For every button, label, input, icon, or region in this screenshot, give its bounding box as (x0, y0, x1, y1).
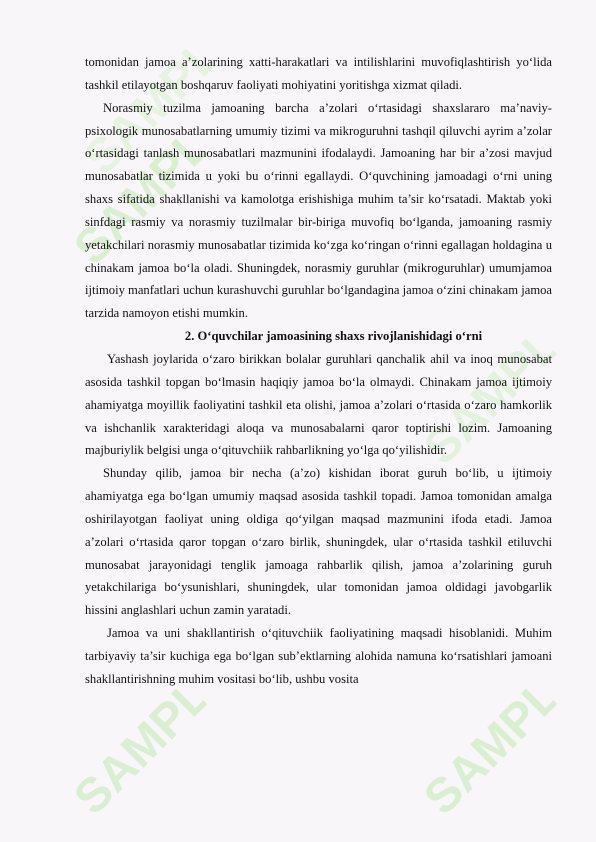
paragraph: Yashash joylarida o‘zaro birikkan bolalar guruhlari qanchalik ahil va inoq munosabat asosida tashkil topgan bo‘lmasin haqiqiy jamoa bo‘la olmaydi. Chinakam jamoa ijtimoiy ahamiyatga moyillik faoliyatini tashkil eta olishi, jamoa a’zolari o‘rtasida o‘zaro hamkorlik va ishchanlik xarakteridagi aloqa va munosabalarni qaror toptirishi lozim. Jamoaning majburiylik belgisi unga o‘qituvchiik rahbarlikning yo‘lga qo‘yilishidir. (85, 351, 552, 458)
watermark-text: SAMPLE (64, 122, 218, 275)
watermark-text: SAMPLE (74, 32, 228, 185)
paragraph: Shunday qilib, jamoa bir necha (a’zo) kishidan iborat guruh bo‘lib, u ijtimoiy ahamiyatga ega bo‘lgan umumiy maqsad asosida tashkil topadi. Jamoa tomonidan amalga oshirilayotgan faoliyat uning oldiga qo‘yilgan maqsad mazmunini ifoda etadi. Jamoa a’zolari o‘rtasida qaror topgan o‘zaro birlik, shuningdek, ular o‘rtasida tashkil etiluvchi munosabat jarayonidagi tenglik jamoaga rahbarlik qilish, jamoa a’zolarining guruh yetakchilariga bo‘ysunishlari, shuningdek, ular tomonidan jamoa oldidagi javobgarlik hissini anglashlari uchun zamin yaratadi. (85, 466, 552, 618)
paragraph: tomonidan jamoa a’zolarining xatti-harakatlari va intilishlarini muvofiqlashtirish yo‘lida tashkil etilayotgan boshqaruv faoliyati mohiyatini yoritishga xizmat qiladi. (85, 55, 552, 92)
watermark-text: SAMPLE (414, 322, 568, 475)
body-text (85, 51, 552, 691)
section-heading: 2. O‘quvchilar jamoasining shaxs rivojlanishidagi o‘rni (184, 329, 483, 344)
watermark-text: SAMPLE (414, 672, 568, 825)
paragraph: Jamoa va uni shakllantirish o‘qituvchiik faoliyatining maqsadi hisoblanidi. Muhim tarbiyaviy ta’sir kuchiga ega bo‘lgan sub’ektlarning alohida namuna ko‘rsatishlari jamoani shakllantirishning muhim vositasi bo‘lib, ushbu vosita (85, 626, 552, 686)
watermark (62, 672, 218, 828)
watermark (412, 672, 568, 828)
paragraph: Norasmiy tuzilma jamoaning barcha a’zolari o‘rtasidagi shaxslararo ma’naviy-psixologik munosabatlarning umumiy tizimi va mikroguruhni tashqil qiluvchi ayrim a’zolar o‘rtasidagi tanlash munosabatlari mazmunini ifodalaydi. Jamoaning har bir a’zosi mavjud munosabatlar tizimida u yoki bu o‘rinni egallaydi. O‘quvchining jamoadagi o‘rni uning shaxs sifatida shakllanishi va kamolotga erishishiga muhim ta’sir ko‘rsatadi. Maktab yoki sinfdagi rasmiy va norasmiy tuzilmalar bir-biriga muvofiq bo‘lganda, jamoaning rasmiy yetakchilari norasmiy munosabatlar tizimida ko‘zga ko‘ringan o‘rinni egallagan holdagina u chinakam jamoa bo‘la oladi. Shuningdek, norasmiy guruhlar (mikroguruhlar) umumjamoa ijtimoiy manfatlari uchun kurashuvchi guruhlar bo‘lgandagina jamoa o‘zini chinakam jamoa tarzida namoyon etishi mumkin. (85, 100, 552, 321)
watermark-text: SAMPLE (64, 672, 218, 825)
